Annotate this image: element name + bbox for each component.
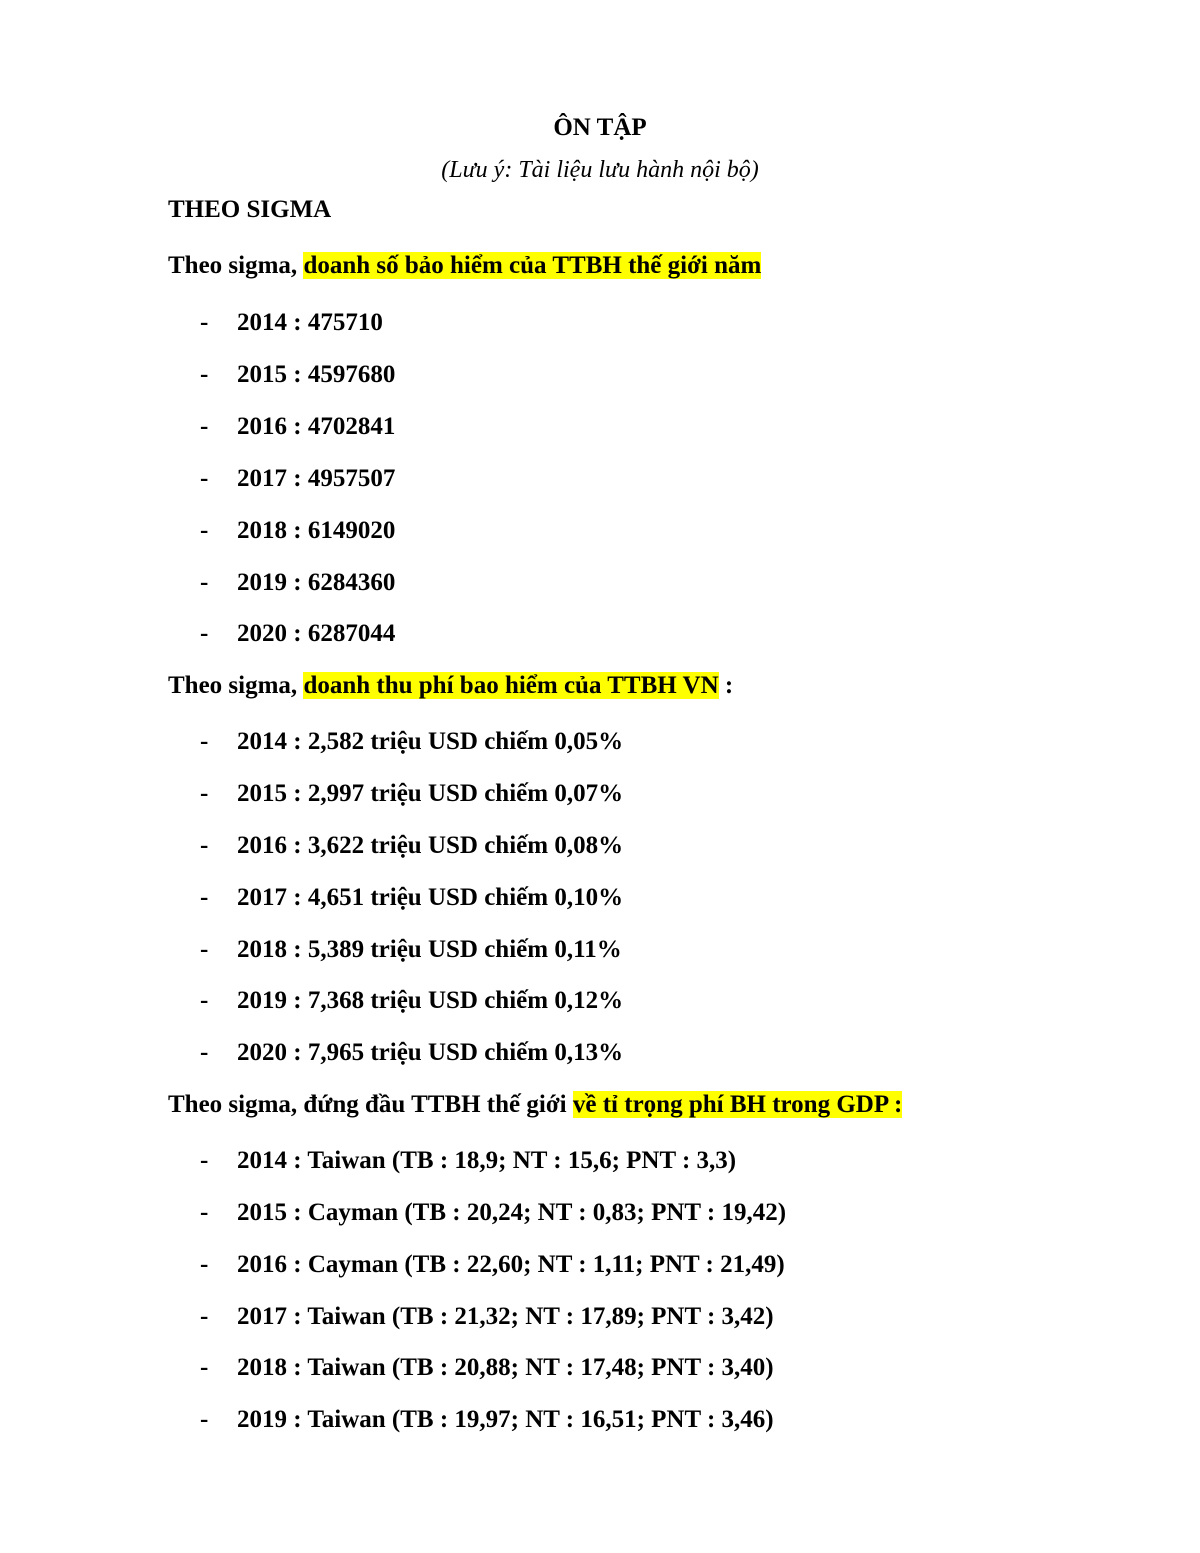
section-heading: THEO SIGMA: [168, 196, 332, 223]
list-item-text: 2018 : Taiwan (TB : 20,88; NT : 17,48; PNT : 3,40): [237, 1354, 774, 1381]
list-dash: -: [200, 309, 209, 336]
list-dash: -: [200, 1406, 209, 1433]
list-dash: -: [200, 1251, 209, 1278]
list-item: [200, 985, 623, 1017]
section1-heading: [168, 250, 761, 282]
page-title: ÔN TẬP: [553, 114, 647, 141]
list-item: [200, 882, 623, 914]
page-subtitle-note: (Lưu ý: Tài liệu lưu hành nội bộ): [441, 157, 759, 183]
list-item-text: 2016 : 4702841: [237, 413, 396, 440]
list-dash: -: [200, 1039, 209, 1066]
list-item-text: 2014 : 475710: [237, 309, 383, 336]
list-item-text: 2016 : 3,622 triệu USD chiếm 0,08%: [237, 832, 624, 859]
list-item-text: 2016 : Cayman (TB : 22,60; NT : 1,11; PNT : 21,49): [237, 1251, 785, 1278]
list-dash: -: [200, 361, 209, 388]
list-dash: -: [200, 728, 209, 755]
list-item: [200, 726, 623, 758]
list-dash: -: [200, 1354, 209, 1381]
list-item: [200, 1037, 623, 1069]
section3-heading-prefix: Theo sigma, đứng đầu TTBH thế giới: [168, 1091, 573, 1118]
list-dash: -: [200, 620, 209, 647]
section2-heading-highlight: doanh thu phí bao hiểm của TTBH VN: [303, 672, 719, 699]
list-dash: -: [200, 832, 209, 859]
section3-heading: [168, 1089, 902, 1121]
list-item: [200, 359, 395, 391]
list-item: [200, 1404, 774, 1436]
list-item-text: 2017 : 4957507: [237, 465, 396, 492]
list-item-text: 2014 : 2,582 triệu USD chiếm 0,05%: [237, 728, 624, 755]
list-item: [200, 1301, 774, 1333]
list-dash: -: [200, 465, 209, 492]
list-dash: -: [200, 936, 209, 963]
list-item-text: 2015 : 4597680: [237, 361, 396, 388]
section2-heading-prefix: Theo sigma,: [168, 672, 304, 699]
list-item-text: 2020 : 7,965 triệu USD chiếm 0,13%: [237, 1039, 624, 1066]
list-dash: -: [200, 1147, 209, 1174]
list-item: [200, 1197, 786, 1229]
list-item-text: 2019 : 6284360: [237, 569, 396, 596]
list-dash: -: [200, 1199, 209, 1226]
list-item: [200, 515, 395, 547]
list-item-text: 2018 : 5,389 triệu USD chiếm 0,11%: [237, 936, 622, 963]
list-item: [200, 567, 395, 599]
section1-heading-prefix: Theo sigma,: [168, 252, 304, 279]
list-item-text: 2019 : Taiwan (TB : 19,97; NT : 16,51; PNT : 3,46): [237, 1406, 774, 1433]
list-item: [200, 830, 623, 862]
list-item: [200, 1249, 785, 1281]
section3-heading-highlight: về tỉ trọng phí BH trong GDP :: [572, 1091, 903, 1118]
section2-heading-suffix: :: [718, 672, 734, 699]
list-item-text: 2014 : Taiwan (TB : 18,9; NT : 15,6; PNT : 3,3): [237, 1147, 737, 1174]
list-item-text: 2017 : Taiwan (TB : 21,32; NT : 17,89; PNT : 3,42): [237, 1303, 774, 1330]
list-item: [200, 307, 383, 339]
list-item-text: 2018 : 6149020: [237, 517, 396, 544]
list-item: [200, 1145, 736, 1177]
list-item-text: 2017 : 4,651 triệu USD chiếm 0,10%: [237, 884, 624, 911]
list-item: [200, 1352, 774, 1384]
list-item-text: 2020 : 6287044: [237, 620, 396, 647]
list-item: [200, 934, 622, 966]
list-item: [200, 778, 623, 810]
list-dash: -: [200, 517, 209, 544]
list-item-text: 2019 : 7,368 triệu USD chiếm 0,12%: [237, 987, 624, 1014]
section2-heading: [168, 670, 733, 702]
list-dash: -: [200, 780, 209, 807]
list-item-text: 2015 : Cayman (TB : 20,24; NT : 0,83; PNT : 19,42): [237, 1199, 787, 1226]
list-item-text: 2015 : 2,997 triệu USD chiếm 0,07%: [237, 780, 624, 807]
section1-heading-highlight: doanh số bảo hiểm của TTBH thế giới năm: [303, 252, 762, 279]
list-dash: -: [200, 987, 209, 1014]
list-item: [200, 618, 395, 650]
list-dash: -: [200, 569, 209, 596]
list-dash: -: [200, 1303, 209, 1330]
list-item: [200, 411, 395, 443]
list-item: [200, 463, 395, 495]
list-dash: -: [200, 413, 209, 440]
list-dash: -: [200, 884, 209, 911]
